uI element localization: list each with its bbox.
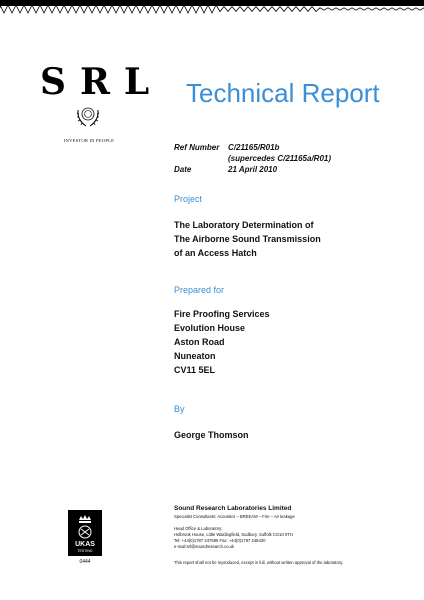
office-label: Head Office & Laboratory: (174, 526, 223, 531)
organisation-name: Sound Research Laboratories Limited (174, 505, 292, 512)
disclaimer: This report shall not be reproduced, except in full, without written approval of the laboratory. (174, 560, 344, 565)
ukas-testing-logo (68, 510, 102, 556)
ref-number-value: C/21165/R01b (228, 143, 280, 152)
address-line: CV11 5EL (174, 365, 216, 375)
date-label: Date (174, 165, 192, 174)
srl-letters: SRL (40, 61, 164, 103)
office-email: e-mail:srl@soundresearch.co.uk (174, 544, 235, 549)
address-line: Aston Road (174, 337, 225, 347)
organisation-tagline: Specialist Consultants: Acoustics – BREEAM – Fire – Air leakage (174, 514, 295, 519)
client-address (174, 307, 270, 377)
address-line: Evolution House (174, 323, 246, 333)
office-address: Holbrook House, Little Waldingfield, Sudbury, Suffolk CO10 0TH (174, 532, 293, 537)
header-waveform-bar (0, 0, 424, 20)
project-line: of an Access Hatch (174, 248, 257, 258)
author-name: George Thomson (174, 430, 249, 440)
investor-in-people-text: INVESTOR IN PEOPLE (63, 138, 115, 143)
ref-number-note: (supercedes C/21165a/R01) (228, 154, 332, 163)
project-line: The Airborne Sound Transmission (174, 234, 321, 244)
report-meta (174, 142, 331, 175)
project-line: The Laboratory Determination of (174, 220, 314, 230)
project-heading: Project (174, 194, 203, 204)
report-title: Technical Report (186, 78, 380, 108)
ukas-crown-icon (68, 510, 102, 556)
date-value: 21 April 2010 (228, 165, 278, 174)
ukas-code: 0444 (79, 559, 91, 565)
by-heading: By (174, 404, 185, 414)
prepared-for-heading: Prepared for (174, 285, 225, 295)
ukas-sub-text: TESTING (77, 549, 93, 553)
office-phone: Tel: +44(0)1787 247595 Fax: +44(0)1787 248420 (174, 538, 266, 543)
srl-logo (34, 61, 164, 143)
ref-number-label: Ref Number (174, 143, 220, 152)
ukas-text: UKAS (75, 541, 95, 548)
project-description (174, 218, 321, 260)
address-line: Nuneaton (174, 351, 216, 361)
address-line: Fire Proofing Services (174, 309, 270, 319)
investors-in-people-emblem-icon (74, 102, 102, 134)
